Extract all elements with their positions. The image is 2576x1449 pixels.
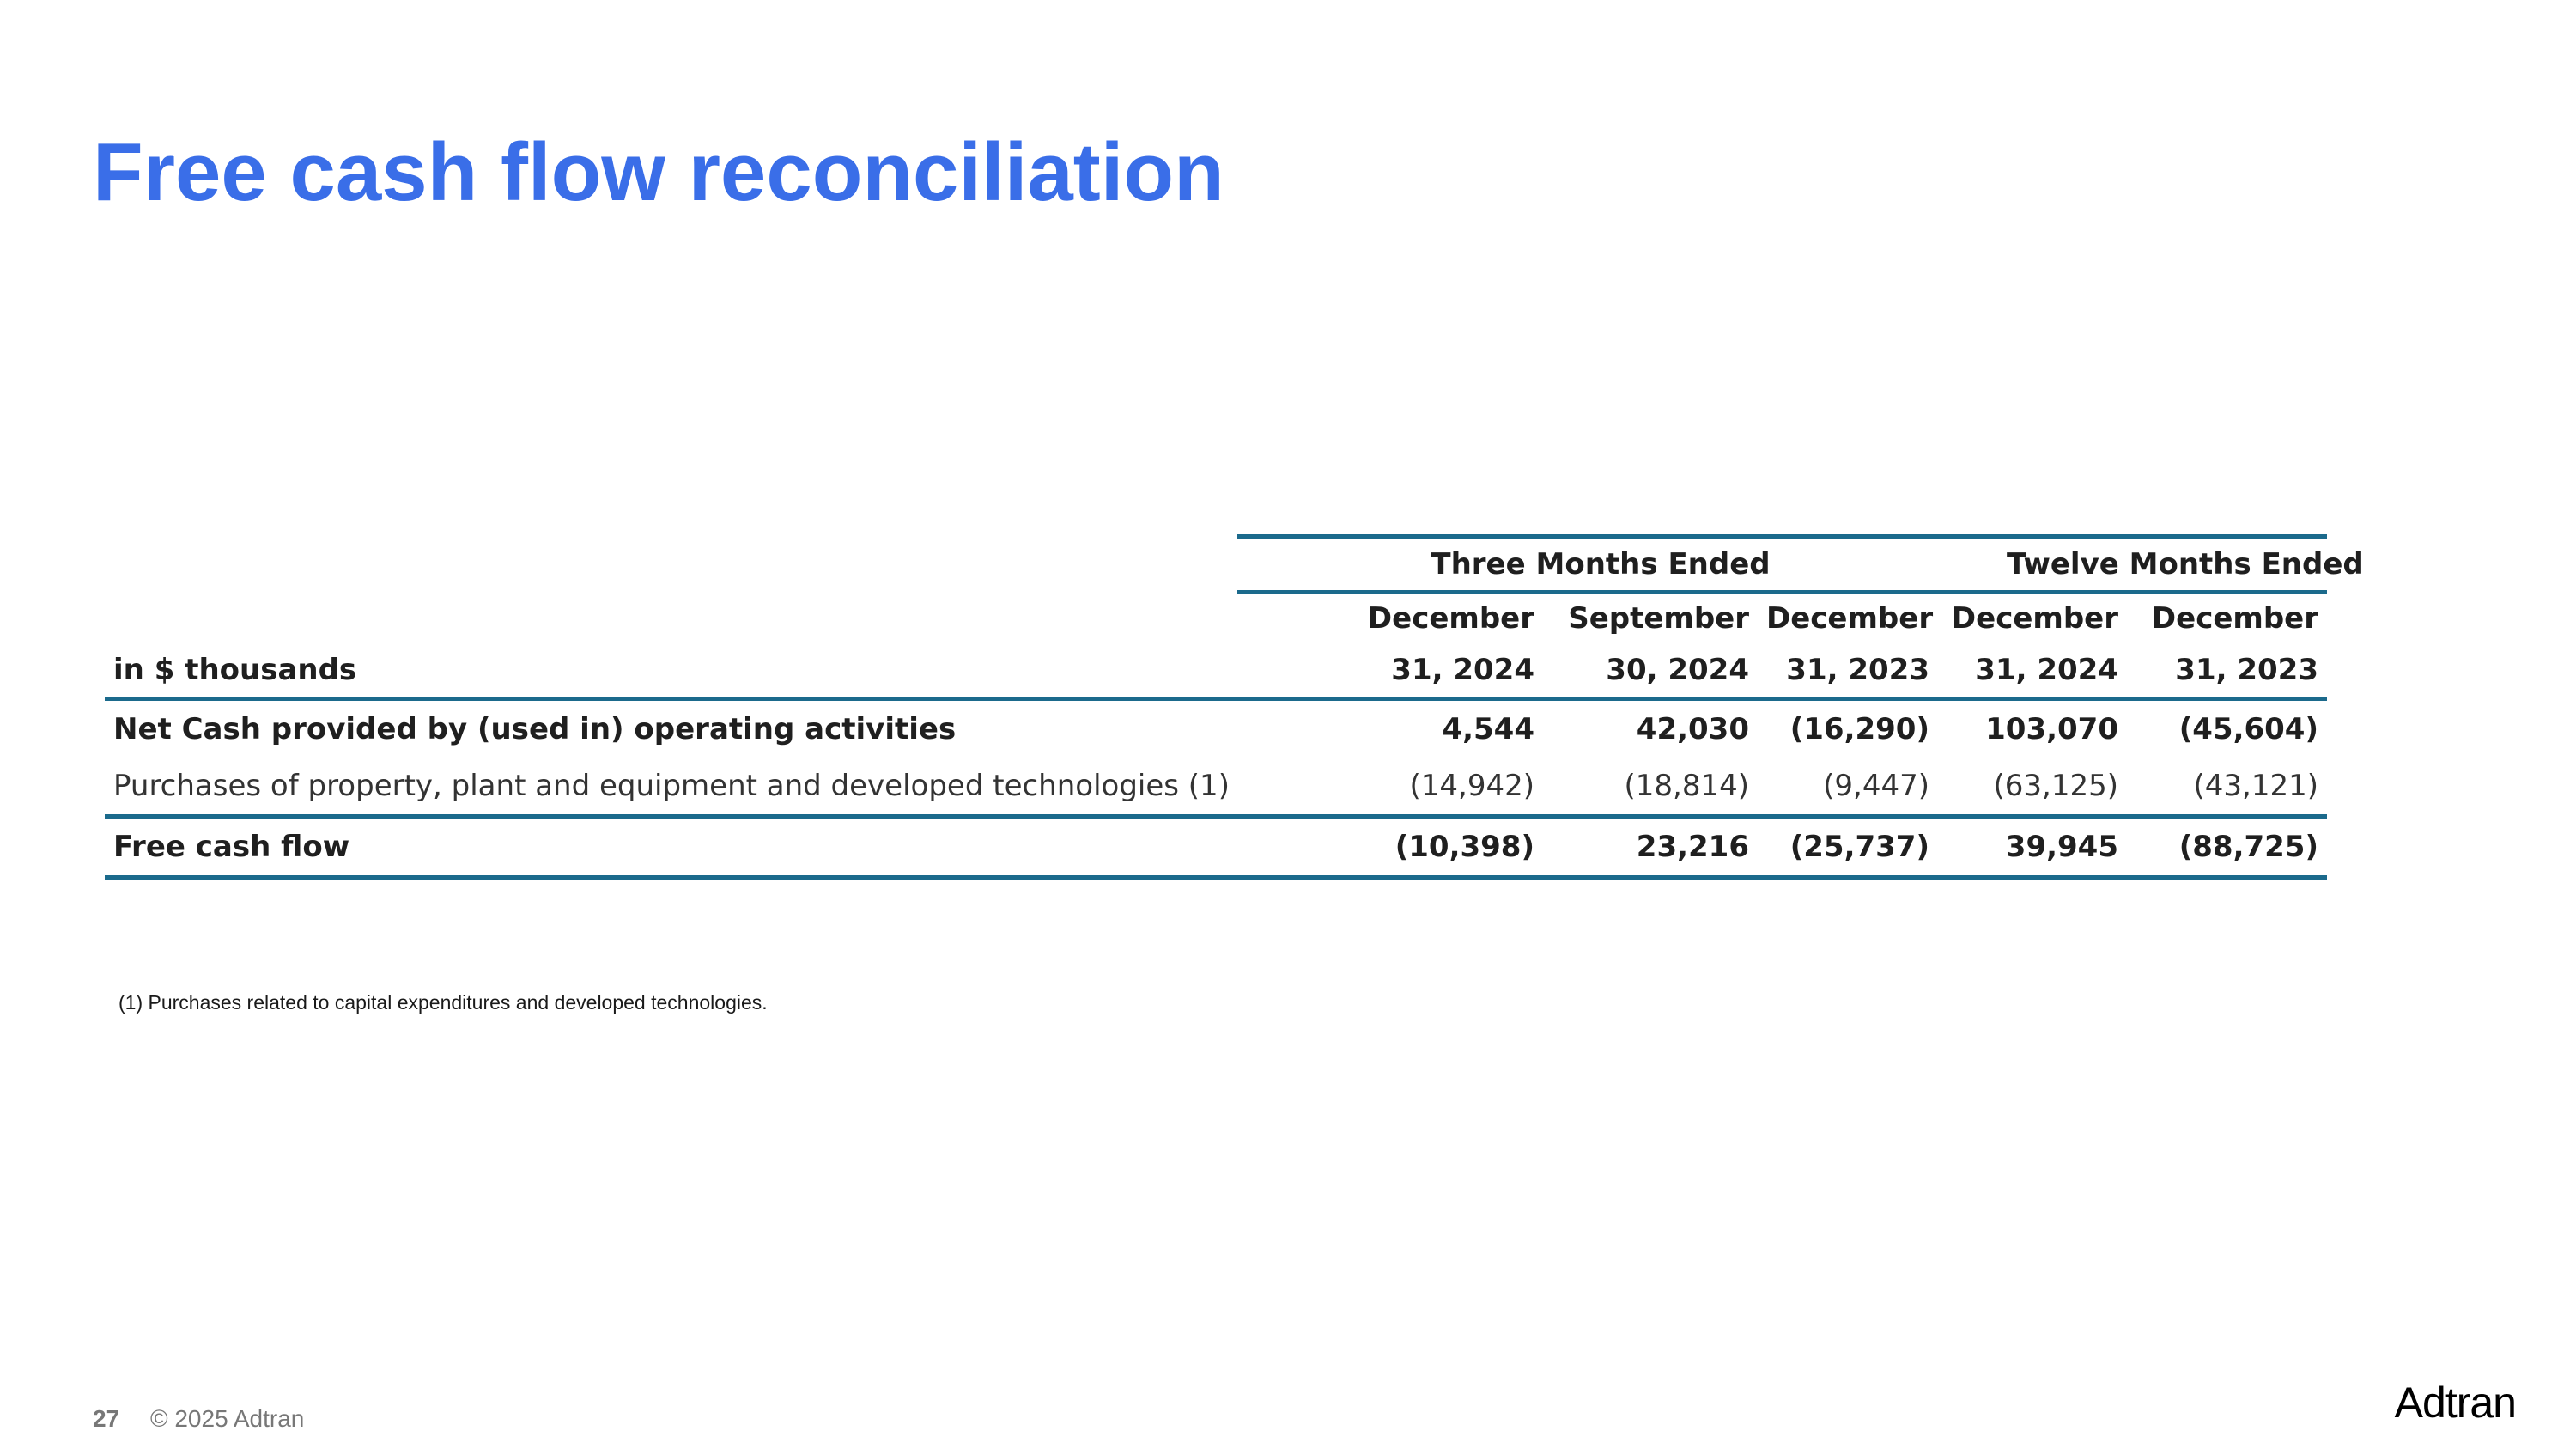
column-header-line2: 31, 2024 — [1237, 643, 1543, 699]
table-row-operating-cash — [105, 699, 2327, 758]
table-cell: (14,942) — [1409, 769, 1534, 803]
unit-label: in $ thousands — [105, 643, 1237, 699]
column-header-line1: December — [1766, 601, 1934, 636]
group-header-spacer — [105, 537, 1237, 593]
group-header-row — [105, 537, 2327, 593]
table-cell: (16,290) — [1789, 712, 1929, 746]
row-label: Free cash flow — [105, 817, 1237, 878]
table-cell: (10,398) — [1237, 817, 1543, 878]
table-cell: (88,725) — [2127, 817, 2327, 878]
table-cell: 42,030 — [1636, 712, 1749, 746]
table-cell: (63,125) — [1993, 769, 2118, 803]
column-header-line1: December — [1367, 601, 1534, 636]
slide-footer — [93, 1405, 304, 1433]
row-label: Net Cash provided by (used in) operating activities — [113, 712, 957, 746]
group-header-twelve-months: Twelve Months Ended — [1938, 537, 2327, 593]
group-header-three-months: Three Months Ended — [1237, 537, 1938, 593]
column-header-line2: 31, 2023 — [2127, 643, 2327, 699]
column-header-line2: 31, 2023 — [1758, 643, 1938, 699]
column-header-line1: December — [2151, 601, 2318, 636]
footnote: (1) Purchases related to capital expenditures and developed technologies. — [118, 991, 768, 1014]
slide-title: Free cash flow reconciliation — [93, 126, 1224, 218]
table-cell: (45,604) — [2178, 712, 2318, 746]
table-cell: (25,737) — [1758, 817, 1938, 878]
column-header-line1: September — [1568, 601, 1749, 636]
table-cell: (43,121) — [2193, 769, 2318, 803]
column-header-line2: 30, 2024 — [1543, 643, 1758, 699]
table-row-purchases — [105, 758, 2327, 817]
row-label: Purchases of property, plant and equipment and developed technologies (1) — [113, 769, 1230, 803]
free-cash-flow-table — [105, 534, 2364, 880]
adtran-logo: Adtran — [2394, 1379, 2516, 1427]
table-cell: (9,447) — [1823, 769, 1929, 803]
table-row-free-cash-flow — [105, 817, 2327, 878]
table-cell: 23,216 — [1543, 817, 1758, 878]
column-header-row-1 — [105, 592, 2327, 643]
table-cell: (18,814) — [1624, 769, 1749, 803]
table-cell: 39,945 — [1938, 817, 2127, 878]
copyright-text: © 2025 Adtran — [149, 1405, 305, 1432]
column-header-line1: December — [1951, 601, 2118, 636]
table-cell: 103,070 — [1985, 712, 2118, 746]
column-header-row-2 — [105, 643, 2327, 699]
column-header-spacer — [105, 592, 1237, 643]
column-header-line2: 31, 2024 — [1938, 643, 2127, 699]
table-cell: 4,544 — [1442, 712, 1534, 746]
page-number: 27 — [93, 1405, 120, 1432]
free-cash-flow-table-container — [105, 534, 2364, 880]
